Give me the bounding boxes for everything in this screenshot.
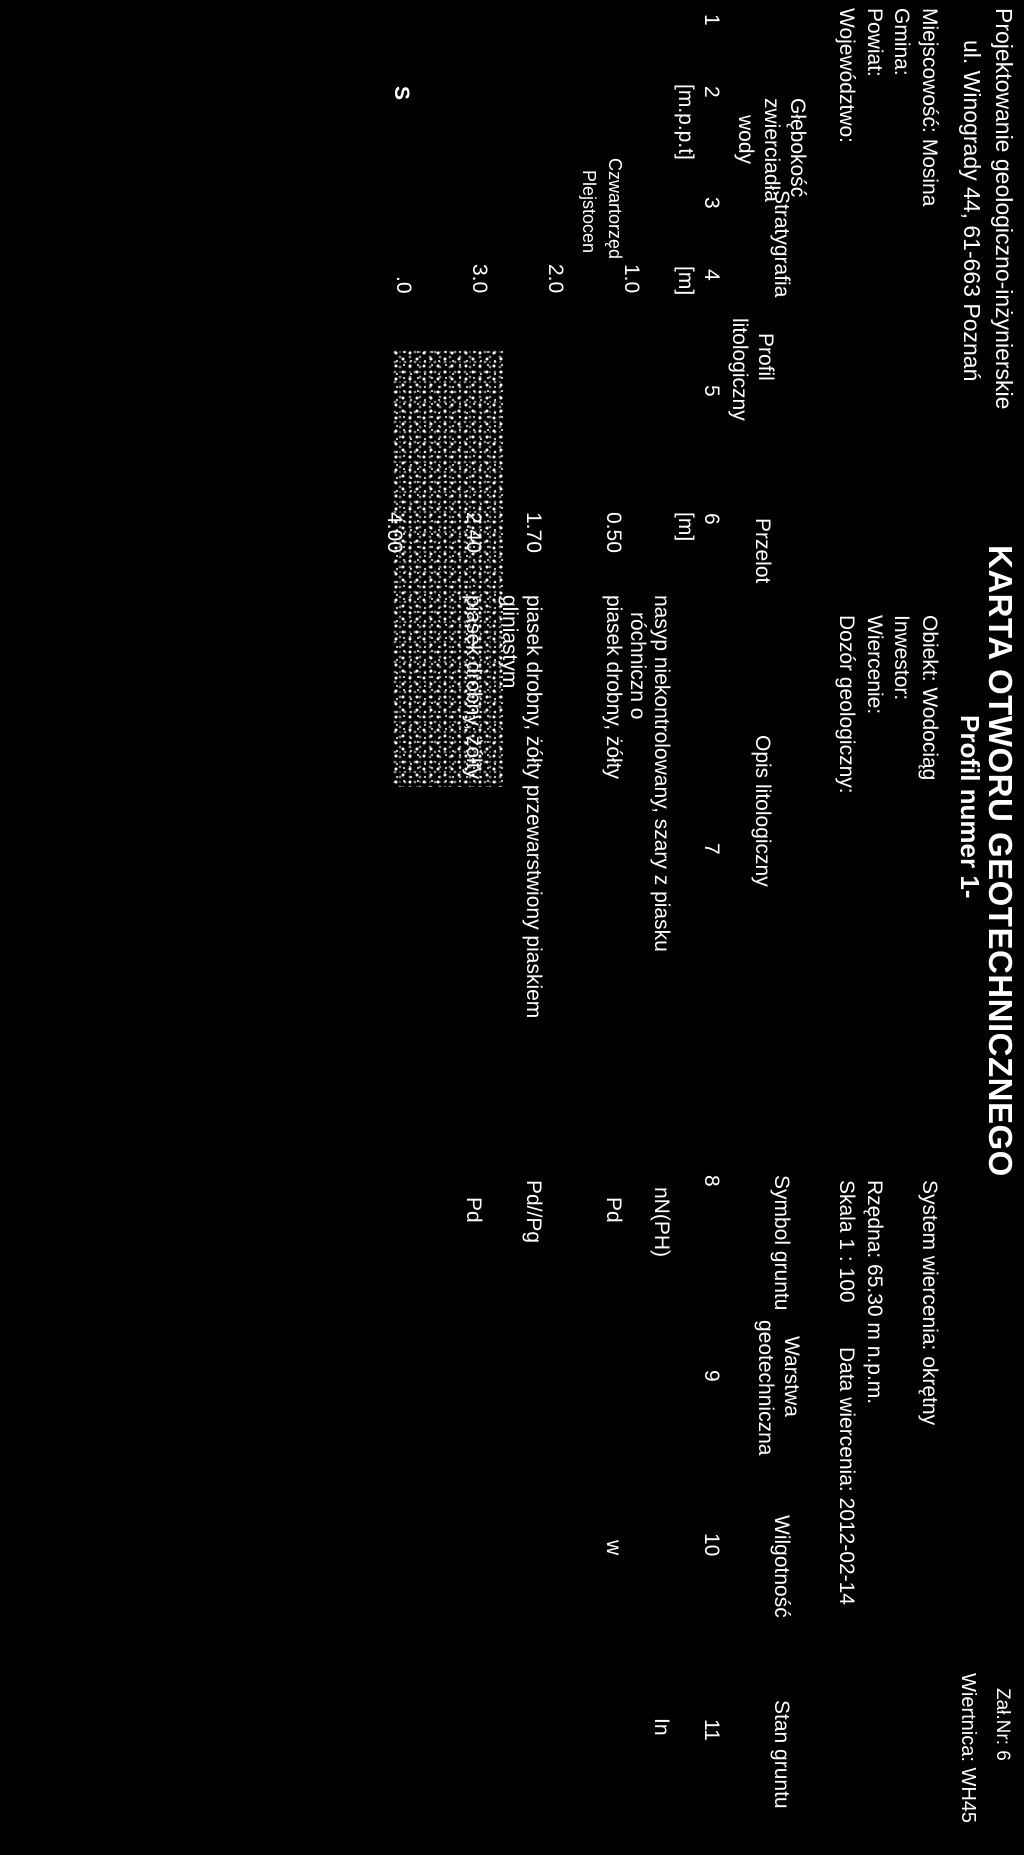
drilling-rig: Wiertnica: WH45 [957,1673,979,1824]
column-number: 1 [700,14,723,26]
locality: Miejscowość: Mosina [918,8,941,207]
commune: Gmina: [890,8,913,76]
stratigraphy-era: Czwartorzęd [605,158,625,260]
layer-bottom: 0.50 [602,512,625,553]
layer-description: piasek drobny, żółty [602,595,625,780]
profile-number: Profil numer 1- [955,715,985,899]
water-table-symbol: S [390,86,413,101]
column-number: 5 [700,385,723,397]
page-title: KARTA OTWORU GEOTECHNICZNEGO [982,545,1019,1177]
company-name: Projektowanie geologiczno-inżynierskie [991,8,1017,410]
unit-depth-scale: [m] [674,266,697,296]
elevation: Rzędna: 65.30 m n.p.m. [863,1180,886,1405]
layer-description: nasyp niekontrolowany, szary z piasku [650,595,673,952]
header-water-depth-1: Głębokość [786,98,809,198]
header-profile-1: Profil [754,333,777,381]
drilling: Wiercenie: [863,615,886,715]
scale: Skala 1 : 100 [835,1180,858,1303]
header-section: Przelot [751,518,774,584]
header-water-depth-2: zwierciadła [760,98,783,202]
column-number: 7 [700,843,723,855]
object: Obiekt: Wodociąg [918,615,941,781]
layer-bottom: 1.70 [522,512,545,553]
header-soil-symbol: Symbol gruntu [770,1175,793,1311]
drilling-system: System wiercenia: okrętny [918,1180,941,1426]
column-number: 6 [700,513,723,525]
district: Powiat: [863,8,886,77]
layer-description: gliniastym [498,595,521,689]
soil-symbol: Pd [462,1197,485,1223]
geological-supervision: Dozór geologiczny: [835,615,858,794]
column-number: 11 [700,1719,723,1741]
column-number: 10 [700,1533,723,1557]
column-number: 9 [700,1370,723,1382]
column-number: 3 [700,197,723,209]
investor: Inwestor: [890,615,913,701]
column-number: 8 [700,1175,723,1187]
lithology-column [393,350,503,787]
depth-scale-label: 3.0 [468,264,491,294]
company-address: ul. Winogrady 44, 61-663 Poznań [959,40,985,382]
unit-water: [m.p.p.t] [674,84,697,160]
header-stratigraphy: Stratygrafia [770,190,793,298]
soil-symbol: Pd//Pg [522,1180,545,1244]
state-value: In [650,1718,673,1736]
depth-scale-label: 2.0 [544,264,567,294]
header-geotech-layer-1: Warstwa [780,1336,803,1417]
voivodeship: Województwo: [835,8,858,144]
column-number: 4 [700,269,723,281]
header-state: Stan gruntu [770,1700,793,1809]
header-profile-2: litologiczny [728,318,751,421]
layer-bottom: 4.00 [383,512,406,553]
header-water-depth-3: wody [734,115,757,165]
soil-symbol: nN(PH) [650,1187,673,1258]
moisture-value: w [602,1540,625,1556]
layer-description: piasek drobny, żółty przewarstwiony piaskiem [522,595,545,1019]
layer-description: róchniczn o [626,612,649,720]
layer-description: piasek drobny, żółty [462,595,485,780]
soil-symbol: Pd [602,1197,625,1223]
header-description: Opis litologiczny [751,735,774,887]
drilling-date: Data wiercenia: 2012-02-14 [835,1347,858,1605]
attachment-number: Zał.Nr: 6 [992,1688,1013,1761]
depth-scale-label: .0 [392,276,415,294]
unit-section: [m] [674,512,697,542]
header-geotech-layer-2: geotechniczna [754,1320,777,1456]
header-moisture: Wilgotność [770,1515,793,1618]
column-number: 2 [700,86,723,98]
depth-scale-label: 1.0 [620,264,643,294]
layer-bottom: 2.40 [462,512,485,553]
stratigraphy-epoch: Plejstocen [579,170,599,254]
